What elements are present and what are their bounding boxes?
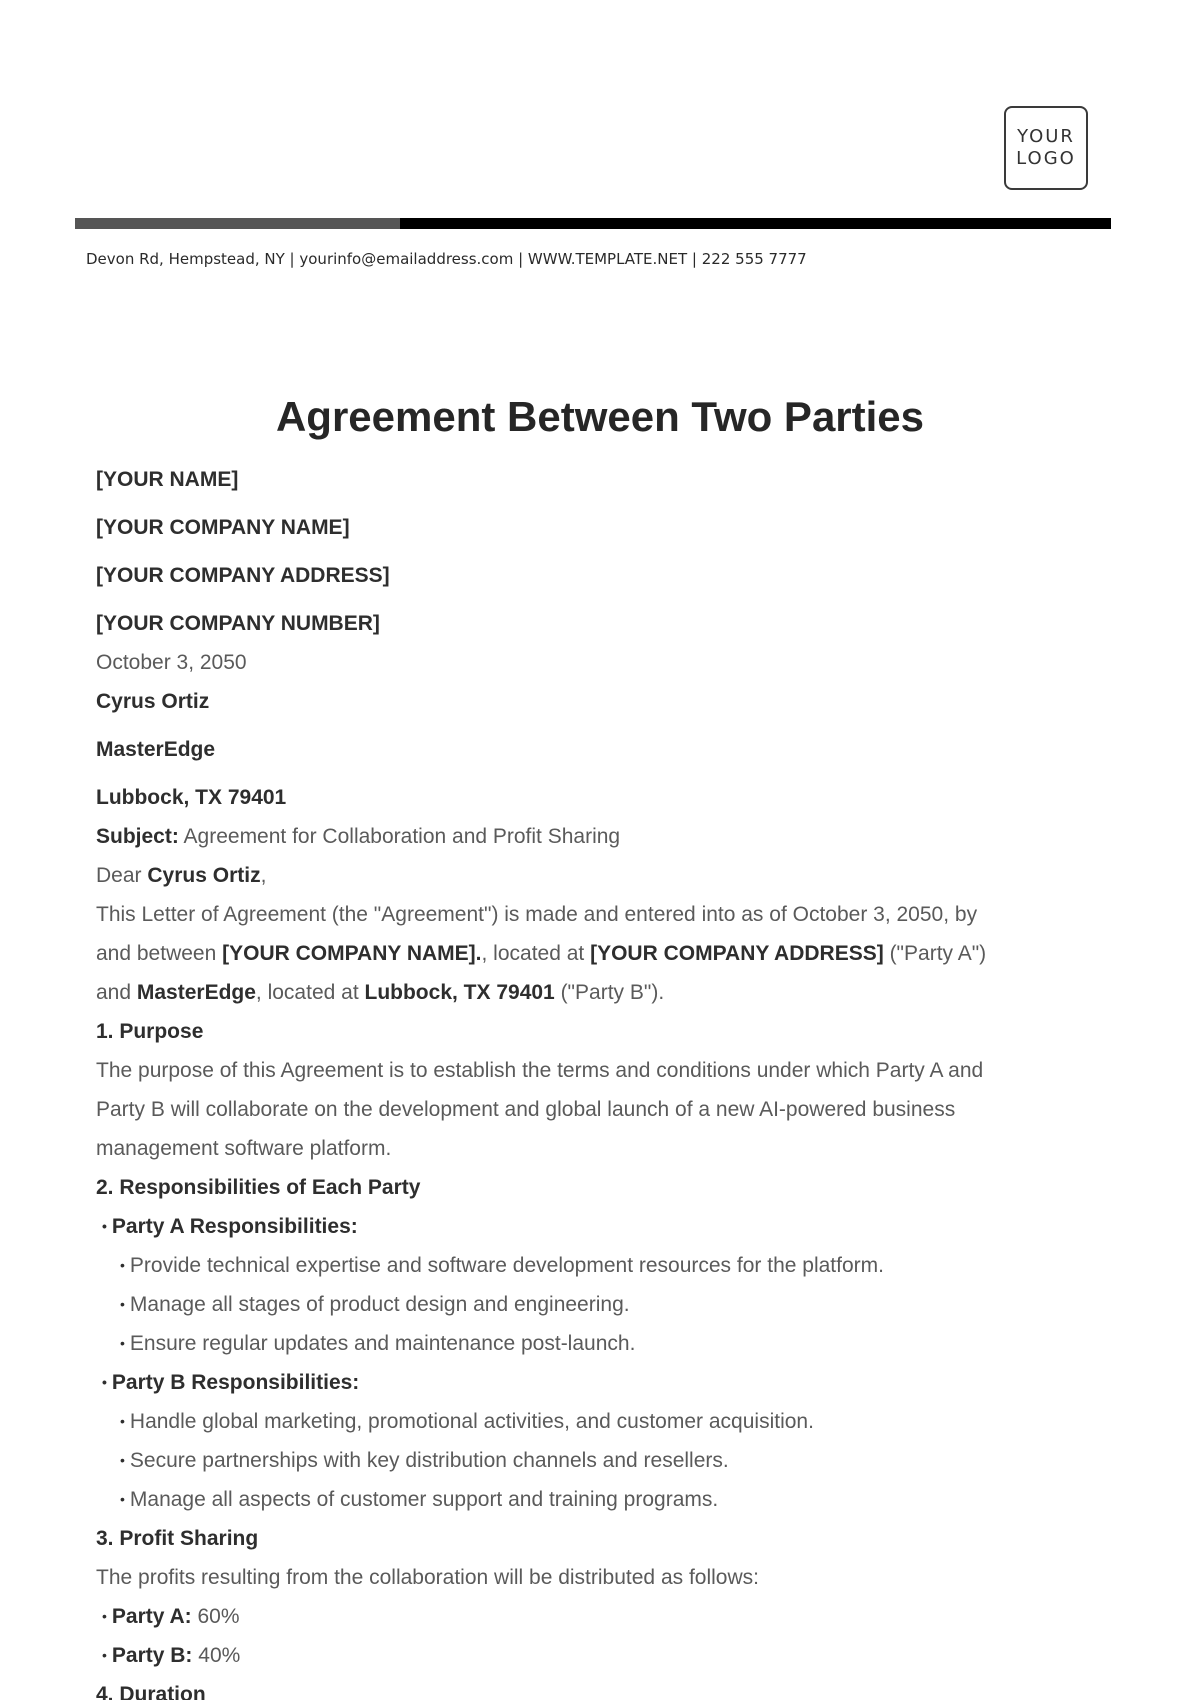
profit-party-a: [102, 1605, 240, 1629]
list-item-text: Secure partnerships with key distribution channels and resellers.: [129, 1449, 729, 1472]
sender-address: [YOUR COMPANY ADDRESS]: [96, 564, 390, 587]
company-logo: [1004, 106, 1088, 190]
list-item-text: Manage all aspects of customer support and training programs.: [129, 1488, 719, 1511]
bullet-icon: •: [102, 1608, 107, 1624]
bullet-icon: •: [120, 1413, 125, 1429]
sender-company: [YOUR COMPANY NAME]: [96, 516, 350, 539]
logo-text-line1: YOUR: [1017, 126, 1075, 147]
section-heading-profit-sharing: 3. Profit Sharing: [96, 1527, 259, 1550]
greeting-name: Cyrus Ortiz: [147, 864, 261, 887]
intro-line-1: This Letter of Agreement (the "Agreement") is made and entered into as of October 3, 2050, by: [96, 903, 978, 926]
intro-text: , located at: [255, 981, 365, 1004]
bullet-icon: •: [102, 1647, 107, 1663]
intro-line-3: [96, 981, 664, 1005]
header-divider-black: [400, 218, 1111, 229]
bullet-icon: •: [120, 1452, 125, 1468]
intro-party-a-address: [YOUR COMPANY ADDRESS]: [590, 942, 884, 965]
profit-party-a-share: 60%: [197, 1605, 240, 1628]
party-b-heading: [102, 1371, 359, 1395]
intro-text: and: [96, 981, 137, 1004]
profit-party-b-share: 40%: [198, 1644, 241, 1667]
bullet-icon: •: [120, 1491, 125, 1507]
purpose-line-3: management software platform.: [96, 1137, 392, 1160]
bullet-icon: •: [120, 1257, 125, 1273]
greeting-prefix: Dear: [96, 864, 142, 887]
intro-party-a-name: [YOUR COMPANY NAME].: [222, 942, 482, 965]
intro-text: ("Party B").: [554, 981, 665, 1004]
section-heading-purpose: 1. Purpose: [96, 1020, 204, 1043]
list-item: [120, 1488, 718, 1512]
list-item-text: Manage all stages of product design and engineering.: [129, 1293, 630, 1316]
logo-text-line2: LOGO: [1016, 148, 1076, 169]
greeting: Dear Cyrus Ortiz,: [96, 864, 267, 887]
list-item-text: Ensure regular updates and maintenance post-launch.: [129, 1332, 636, 1355]
bullet-icon: •: [102, 1374, 107, 1390]
intro-party-b-location: Lubbock, TX 79401: [364, 981, 555, 1004]
recipient-name: Cyrus Ortiz: [96, 690, 210, 713]
subject-text: Agreement for Collaboration and Profit Sharing: [183, 825, 621, 848]
list-item-text: Handle global marketing, promotional activities, and customer acquisition.: [129, 1410, 814, 1433]
letter-date: October 3, 2050: [96, 651, 247, 674]
intro-text: ("Party A"): [883, 942, 987, 965]
bullet-icon: •: [120, 1296, 125, 1312]
sender-number: [YOUR COMPANY NUMBER]: [96, 612, 380, 635]
header-divider-gray: [75, 218, 400, 229]
intro-line-2: [96, 942, 986, 966]
purpose-line-2: Party B will collaborate on the development and global launch of a new AI-powered business: [96, 1098, 956, 1121]
intro-party-b-name: MasterEdge: [136, 981, 256, 1004]
party-a-heading-text: Party A Responsibilities:: [111, 1215, 358, 1238]
party-b-heading-text: Party B Responsibilities:: [111, 1371, 360, 1394]
profit-text: The profits resulting from the collaboration will be distributed as follows:: [96, 1566, 759, 1589]
bullet-icon: •: [102, 1218, 107, 1234]
profit-party-a-label: Party A:: [111, 1605, 192, 1628]
list-item: [120, 1449, 729, 1473]
intro-text: , located at: [481, 942, 591, 965]
profit-party-b: [102, 1644, 240, 1668]
subject-label: Subject:: [96, 825, 179, 848]
list-item: [120, 1254, 884, 1278]
purpose-line-1: The purpose of this Agreement is to establish the terms and conditions under which Party A and: [96, 1059, 984, 1082]
subject-line: [96, 825, 620, 849]
contact-info: Devon Rd, Hempstead, NY | yourinfo@emailaddress.com | WWW.TEMPLATE.NET | 222 555 7777: [86, 250, 807, 268]
profit-party-b-label: Party B:: [111, 1644, 193, 1667]
recipient-company: MasterEdge: [96, 738, 216, 761]
list-item: [120, 1332, 635, 1356]
document-title: Agreement Between Two Parties: [275, 393, 925, 440]
recipient-location: Lubbock, TX 79401: [96, 786, 287, 809]
section-heading-duration: 4. Duration: [96, 1683, 206, 1700]
section-heading-responsibilities: 2. Responsibilities of Each Party: [96, 1176, 421, 1199]
party-a-heading: [102, 1215, 358, 1239]
list-item-text: Provide technical expertise and software development resources for the platform.: [129, 1254, 884, 1277]
bullet-icon: •: [120, 1335, 125, 1351]
sender-name: [YOUR NAME]: [96, 468, 239, 491]
list-item: [120, 1410, 814, 1434]
intro-text: and between: [96, 942, 223, 965]
list-item: [120, 1293, 630, 1317]
